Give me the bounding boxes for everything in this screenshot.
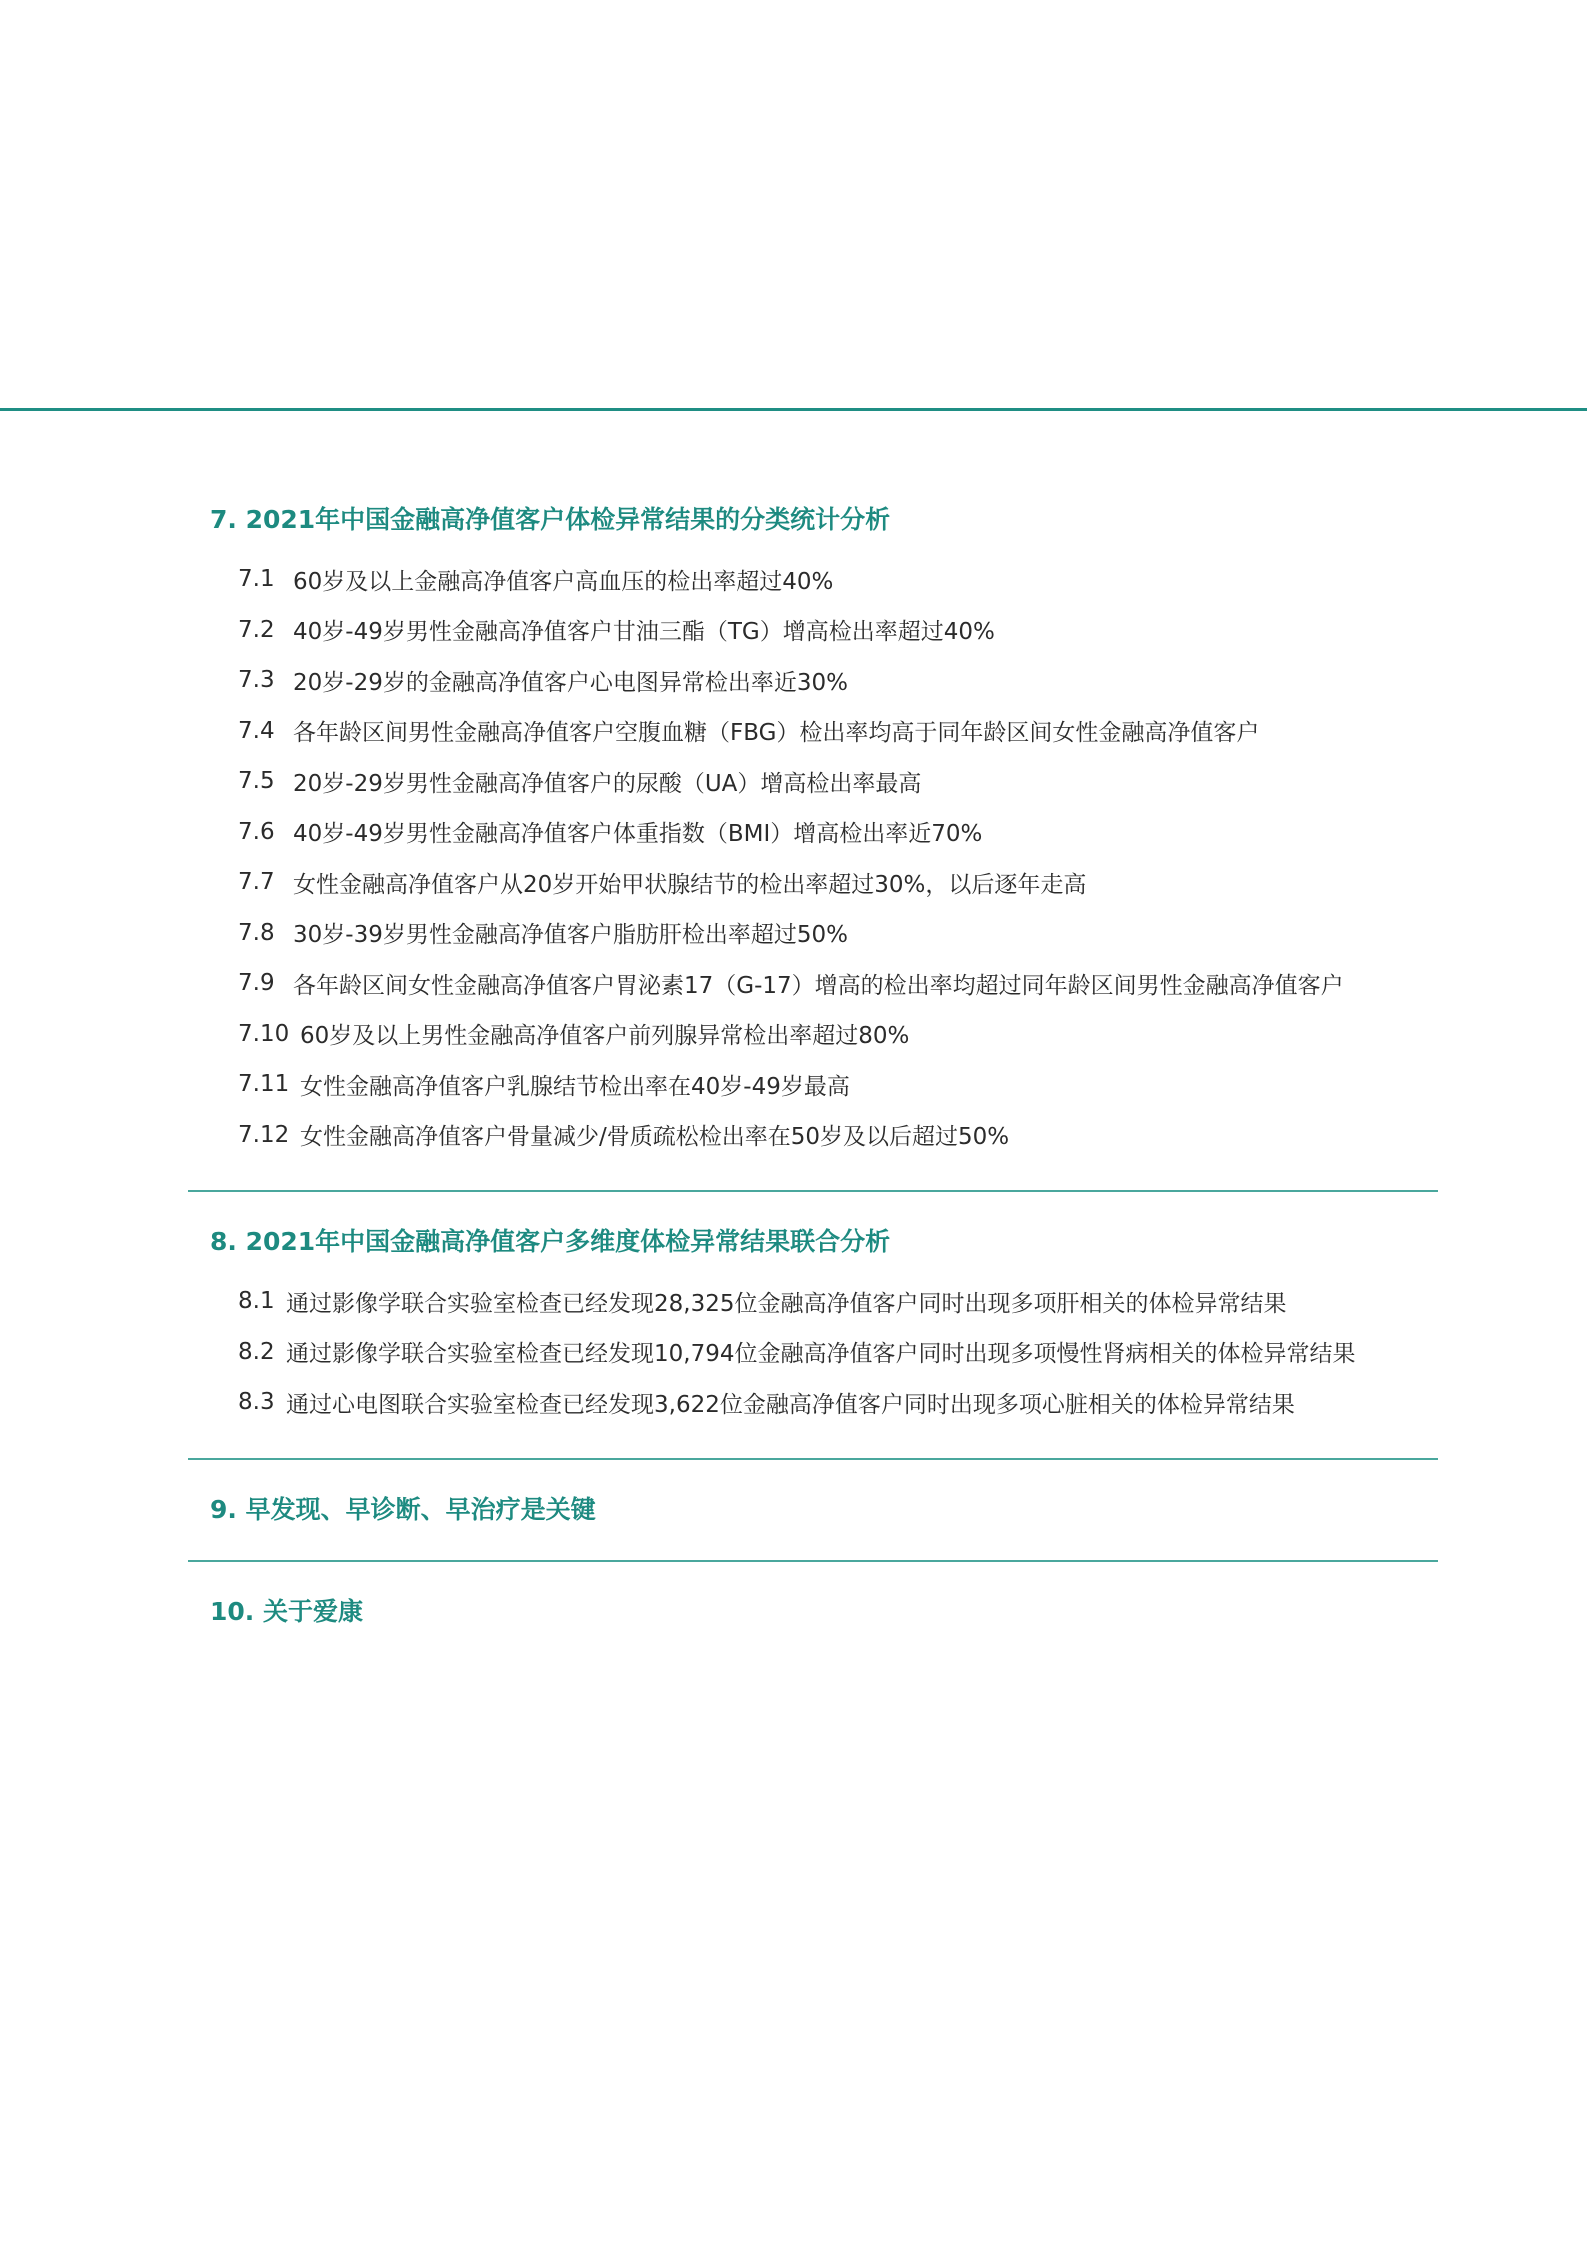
toc-item-7-12[interactable] — [238, 1110, 1438, 1161]
item-text: 20岁-29岁男性金融高净值客户的尿酸（UA）增高检出率最高 — [293, 770, 922, 797]
item-text: 各年龄区间男性金融高净值客户空腹血糖（FBG）检出率均高于同年龄区间女性金融高净值客户 — [293, 720, 1260, 747]
item-text: 通过影像学联合实验室检查已经发现28,325位金融高净值客户同时出现多项肝相关的体检异常结果 — [286, 1290, 1287, 1317]
item-number: 7.1 — [238, 566, 275, 593]
toc-section-8 — [188, 1222, 1438, 1460]
item-text: 60岁及以上金融高净值客户高血压的检出率超过40% — [293, 568, 834, 595]
item-text: 通过心电图联合实验室检查已经发现3,622位金融高净值客户同时出现多项心脏相关的体检异常结果 — [286, 1391, 1295, 1418]
item-text: 女性金融高净值客户从20岁开始甲状腺结节的检出率超过30%，以后逐年走高 — [293, 871, 1087, 898]
section-title[interactable]: 8. 2021年中国金融高净值客户多维度体检异常结果联合分析 — [210, 1227, 891, 1256]
toc-item-7-3[interactable] — [238, 655, 1438, 706]
toc-item-7-5[interactable] — [238, 756, 1438, 807]
toc-item-7-6[interactable] — [238, 807, 1438, 858]
item-number: 7.3 — [238, 667, 275, 694]
section-divider — [188, 1560, 1438, 1562]
toc-section-9 — [188, 1490, 1438, 1562]
section-title[interactable]: 9. 早发现、早诊断、早治疗是关键 — [210, 1494, 596, 1524]
toc-section-7 — [188, 500, 1438, 1192]
item-number: 7.7 — [238, 869, 275, 896]
item-number: 7.5 — [238, 768, 275, 795]
item-number: 8.1 — [238, 1288, 275, 1315]
toc-item-7-7[interactable] — [238, 857, 1438, 908]
item-number: 7.2 — [238, 616, 275, 643]
toc-item-8-3[interactable] — [238, 1377, 1438, 1428]
header-divider — [0, 408, 1587, 411]
item-text: 60岁及以上男性金融高净值客户前列腺异常检出率超过80% — [300, 1023, 910, 1050]
toc-item-7-9[interactable] — [238, 958, 1438, 1009]
item-number: 7.8 — [238, 919, 275, 946]
section-divider — [188, 1190, 1438, 1192]
toc-item-8-2[interactable] — [238, 1327, 1438, 1378]
item-number: 8.2 — [238, 1338, 275, 1365]
item-number: 7.4 — [238, 717, 275, 744]
item-text: 40岁-49岁男性金融高净值客户体重指数（BMI）增高检出率近70% — [293, 821, 983, 848]
toc-section-10 — [188, 1592, 1438, 1632]
item-number: 7.6 — [238, 818, 275, 845]
toc-item-7-4[interactable] — [238, 706, 1438, 757]
item-text: 女性金融高净值客户骨量减少/骨质疏松检出率在50岁及以后超过50% — [300, 1124, 1010, 1151]
item-number: 7.10 — [238, 1020, 290, 1047]
item-text: 40岁-49岁男性金融高净值客户甘油三酯（TG）增高检出率超过40% — [293, 619, 995, 646]
section-items — [188, 1276, 1438, 1428]
item-number: 8.3 — [238, 1389, 275, 1416]
section-items — [188, 554, 1438, 1160]
item-number: 7.11 — [238, 1071, 290, 1098]
section-divider — [188, 1458, 1438, 1460]
toc-item-7-11[interactable] — [238, 1059, 1438, 1110]
item-text: 各年龄区间女性金融高净值客户胃泌素17（G-17）增高的检出率均超过同年龄区间男性金融高净值客户 — [293, 972, 1344, 999]
toc-item-7-2[interactable] — [238, 605, 1438, 656]
item-number: 7.12 — [238, 1121, 290, 1148]
item-text: 20岁-29岁的金融高净值客户心电图异常检出率近30% — [293, 669, 848, 696]
item-text: 通过影像学联合实验室检查已经发现10,794位金融高净值客户同时出现多项慢性肾病相关的体检异常结果 — [286, 1341, 1356, 1368]
item-text: 30岁-39岁男性金融高净值客户脂肪肝检出率超过50% — [293, 922, 848, 949]
toc-item-7-10[interactable] — [238, 1009, 1438, 1060]
section-title[interactable]: 10. 关于爱康 — [210, 1596, 363, 1626]
table-of-contents — [188, 500, 1438, 1632]
toc-item-7-8[interactable] — [238, 908, 1438, 959]
item-text: 女性金融高净值客户乳腺结节检出率在40岁-49岁最高 — [300, 1073, 850, 1100]
toc-item-8-1[interactable] — [238, 1276, 1438, 1327]
toc-item-7-1[interactable] — [238, 554, 1438, 605]
section-title[interactable]: 7. 2021年中国金融高净值客户体检异常结果的分类统计分析 — [210, 505, 891, 534]
item-number: 7.9 — [238, 970, 275, 997]
